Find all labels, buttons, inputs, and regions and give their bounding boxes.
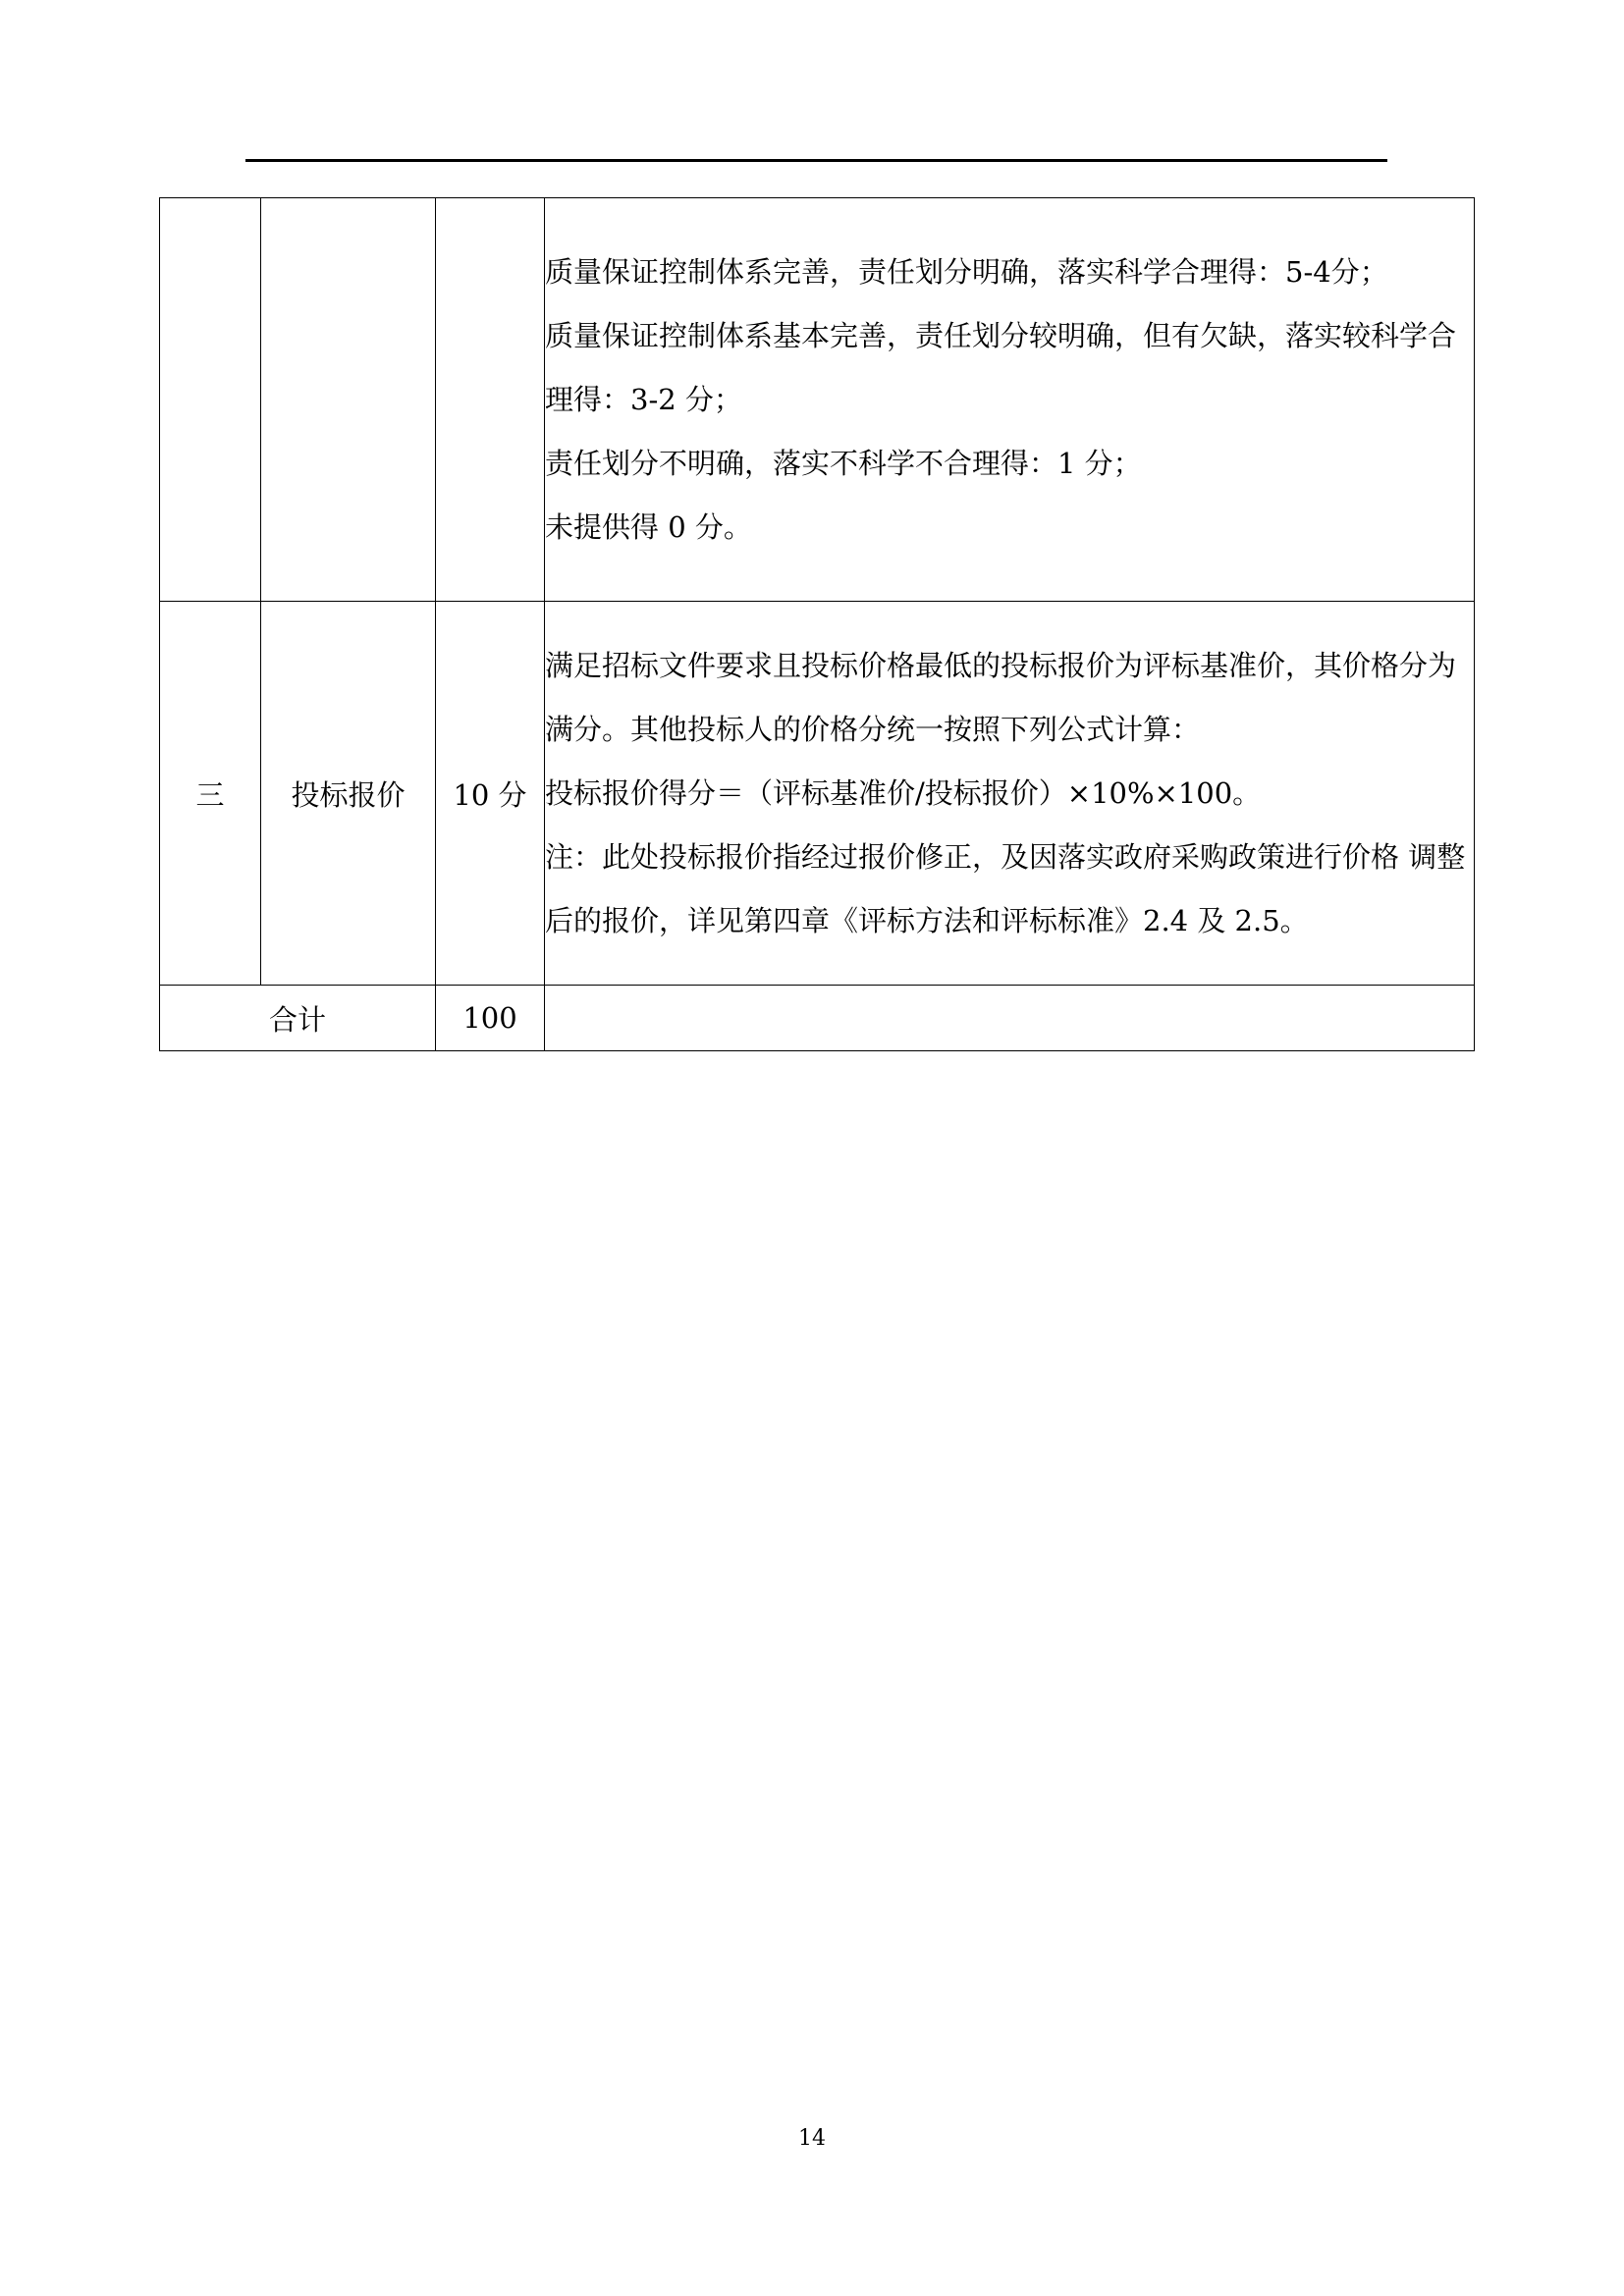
total-criteria-cell [545, 986, 1475, 1051]
row-score-cell [436, 198, 545, 602]
table-row-quality [160, 198, 1475, 602]
table-row-price [160, 602, 1475, 986]
criteria-formula: 投标报价得分＝（评标基准价/投标报价）×10%×100。 [545, 775, 1262, 810]
criteria-line: 质量保证控制体系基本完善，责任划分较明确，但有欠缺，落实较科学合理得：3-2 分； [545, 318, 1457, 416]
page-number: 14 [798, 2126, 826, 2151]
row-score-cell: 10 分 [436, 602, 545, 986]
criteria-note: 注：此处投标报价指经过报价修正，及因落实政府采购政策进行价格 调整后的报价，详见第四章《评标方法和评标标准》2.4 及 2.5。 [545, 839, 1466, 937]
criteria-line: 质量保证控制体系完善，责任划分明确，落实科学合理得：5-4分； [545, 254, 1388, 289]
criteria-cell-price [545, 602, 1475, 986]
criteria-line: 满足招标文件要求且投标价格最低的投标报价为评标基准价，其价格分为满分。其他投标人的价格分统一按照下列公式计算： [545, 648, 1457, 746]
criteria-cell-quality [545, 198, 1475, 602]
row-item-cell [261, 198, 436, 602]
total-label-cell: 合计 [160, 986, 436, 1051]
row-index-cell [160, 198, 261, 602]
row-index-cell: 三 [160, 602, 261, 986]
row-item-cell: 投标报价 [261, 602, 436, 986]
table-row-total [160, 986, 1475, 1051]
criteria-line: 未提供得 0 分。 [545, 509, 752, 544]
total-score-cell: 100 [436, 986, 545, 1051]
criteria-line: 责任划分不明确，落实不科学不合理得：1 分； [545, 446, 1142, 480]
header-rule [245, 159, 1387, 162]
scoring-table [159, 197, 1475, 1051]
